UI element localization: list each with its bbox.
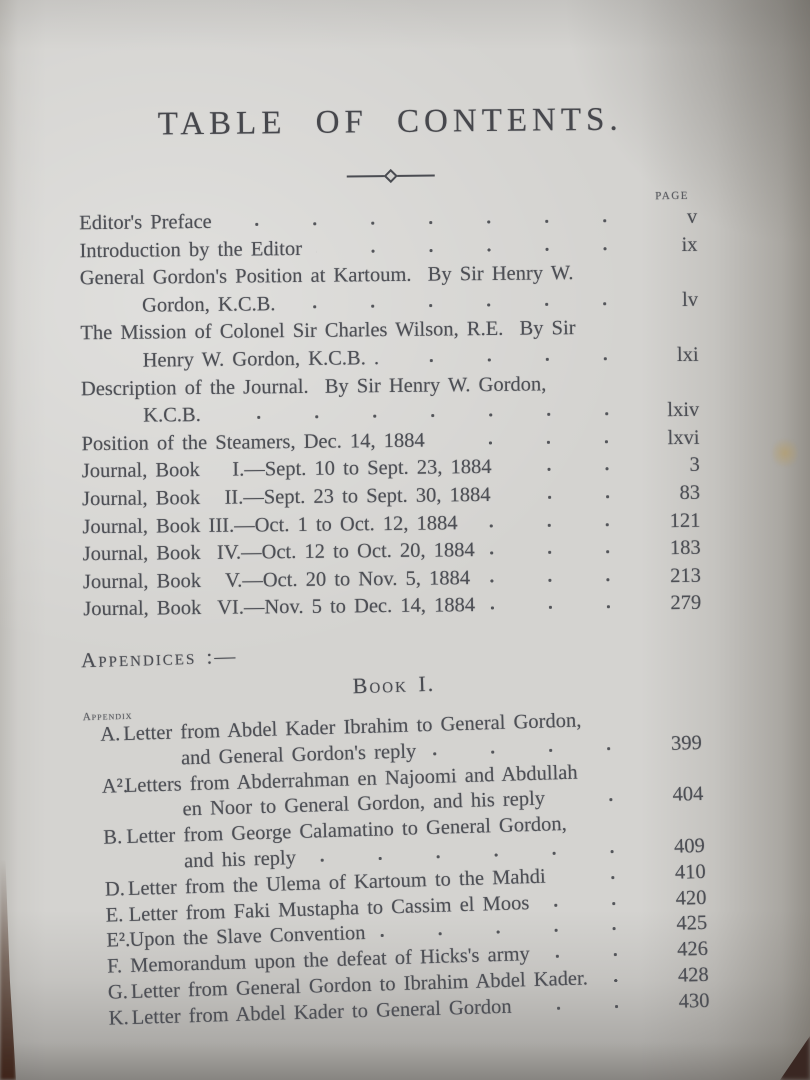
leader-dots [430, 745, 638, 757]
leader-dots [560, 873, 642, 881]
paper-stain [772, 436, 798, 470]
appendix-entry-text: Letter from Abdel Kader Ibrahim to General Gordon, [122, 709, 582, 745]
page-number: 399 [670, 731, 703, 755]
appendix-column-label: Appendix [82, 709, 133, 724]
leader-dots [526, 1002, 646, 1012]
appendix-letter: K. [108, 1006, 129, 1030]
page-number: 425 [676, 912, 708, 936]
appendix-list [83, 705, 716, 1033]
toc-entry-text: Description of the Journal. By Sir Henry W. Gordon, [80, 372, 547, 400]
toc-entry-text: Gordon, K.C.B. [141, 292, 276, 317]
page-number: ix [681, 233, 698, 256]
page-title: TABLE OF CONTENTS. [157, 101, 623, 143]
page-number: 430 [678, 989, 710, 1013]
toc-entry-text: Journal, Book I.—Sept. 10 to Sept. 23, 1884 [81, 456, 492, 483]
toc-entry-text: Henry W. Gordon, K.C.B. . [142, 347, 380, 372]
appendix-entry-text: and his reply [183, 846, 297, 873]
page-number: 3 [689, 454, 700, 477]
front-matter-list [79, 204, 707, 624]
page-number: 404 [672, 783, 704, 807]
toc-entry-text: Journal, Book II.—Sept. 23 to Sept. 30, 1884 [82, 483, 491, 511]
appendix-entry-text: Letter from General Gordon to Ibrahim Abdel Kader. [130, 967, 589, 1003]
appendix-letter: D. [104, 877, 126, 901]
book-cover-edge-bottom-left [0, 860, 16, 1080]
page-number: v [686, 205, 698, 228]
leader-dots [506, 466, 636, 473]
appendix-letter: E². [106, 929, 131, 952]
leader-dots [489, 604, 637, 612]
page-number: 428 [677, 963, 710, 987]
leader-dots [393, 355, 635, 364]
page-number: 183 [669, 536, 701, 560]
leader-dots [489, 549, 637, 557]
toc-entry-text: Journal, Book IV.—Oct. 12 to Oct. 20, 1884 [82, 539, 475, 566]
table-of-contents [78, 101, 712, 1033]
page-number: lxi [676, 343, 699, 366]
page-number: 410 [674, 860, 706, 884]
toc-entry-text: Editor's Preface [79, 210, 212, 235]
appendix-letter: A. [99, 723, 121, 746]
page-number: 409 [673, 834, 706, 858]
leader-dots [543, 899, 642, 908]
toc-entry-text: Journal, Book III.—Oct. 1 to Oct. 12, 1884 [82, 511, 458, 538]
page-column-label: PAGE [655, 189, 690, 203]
toc-entry-text: K.C.B. [143, 404, 201, 427]
toc-entry-text: Introduction by the Editor [79, 237, 303, 262]
appendices-heading: Appendices :— [80, 643, 238, 673]
toc-entry-text: The Mission of Colonel Sir Charles Wilson, R.E. By Sir [80, 317, 576, 345]
leader-dots [226, 217, 634, 227]
book-one-heading: Book I. [352, 670, 436, 699]
appendix-entry-text: Letter from Abdel Kader to General Gordon [131, 995, 512, 1029]
page-number: lxvi [667, 426, 700, 449]
appendix-letter: A². [101, 774, 129, 798]
page-number: 213 [670, 564, 702, 587]
page-number: 426 [676, 937, 709, 961]
divider-ornament [347, 175, 435, 178]
leader-dots [310, 848, 641, 864]
toc-entry-row [83, 590, 707, 624]
appendix-letter: B. [103, 826, 123, 849]
appendix-entry-text: and General Gordon's reply [180, 740, 417, 770]
page-number: 279 [670, 592, 702, 615]
toc-entry-text: Journal, Book VI.—Nov. 5 to Dec. 14, 1884 [83, 594, 476, 621]
toc-entry-text: General Gordon's Position at Kartoum. By Sir Henry W. [79, 262, 574, 290]
appendix-entry-text: Upon the Slave Convention [129, 922, 366, 952]
leader-dots [215, 411, 636, 421]
leader-dots [559, 796, 640, 804]
leader-dots [379, 925, 643, 939]
leader-dots [316, 245, 634, 254]
page-number: 121 [669, 509, 701, 532]
appendix-entry-text: Letters from Abderrahman en Najoomi and Abdullah [124, 761, 578, 797]
leader-dots [602, 977, 645, 984]
page-number: lxiv [667, 398, 700, 422]
appendix-letter: E. [105, 903, 124, 927]
leader-dots [505, 493, 637, 500]
appendix-entry-text: Letter from Faki Mustapha to Cassim el Moos [128, 891, 530, 926]
leader-dots [484, 576, 637, 584]
page-number: lv [681, 288, 699, 311]
page-number: 83 [679, 481, 701, 504]
toc-entry-text: Journal, Book V.—Oct. 20 to Nov. 5, 1884 [82, 566, 471, 593]
appendix-section [81, 630, 716, 1033]
page-number: 420 [675, 886, 707, 910]
leader-dots [290, 300, 635, 310]
leader-dots [544, 951, 644, 960]
toc-entry-text: Position of the Steamers, Dec. 14, 1884 [81, 429, 425, 455]
appendix-entry-text: Letter from the Ulema of Kartoum to the Mahdi [127, 865, 546, 900]
appendix-entry-text: Letter from George Calamatino to General Gordon, [126, 813, 568, 849]
book-cover-edge-bottom-right [780, 1036, 810, 1080]
appendix-entry-text: en Noor to General Gordon, and his reply [182, 787, 546, 821]
leader-dots [472, 521, 637, 529]
appendix-letter: G. [107, 980, 129, 1004]
appendix-entry-text: Memorandum upon the defeat of Hicks's army [129, 943, 531, 978]
appendix-letter: F. [106, 955, 123, 978]
leader-dots [439, 438, 636, 446]
